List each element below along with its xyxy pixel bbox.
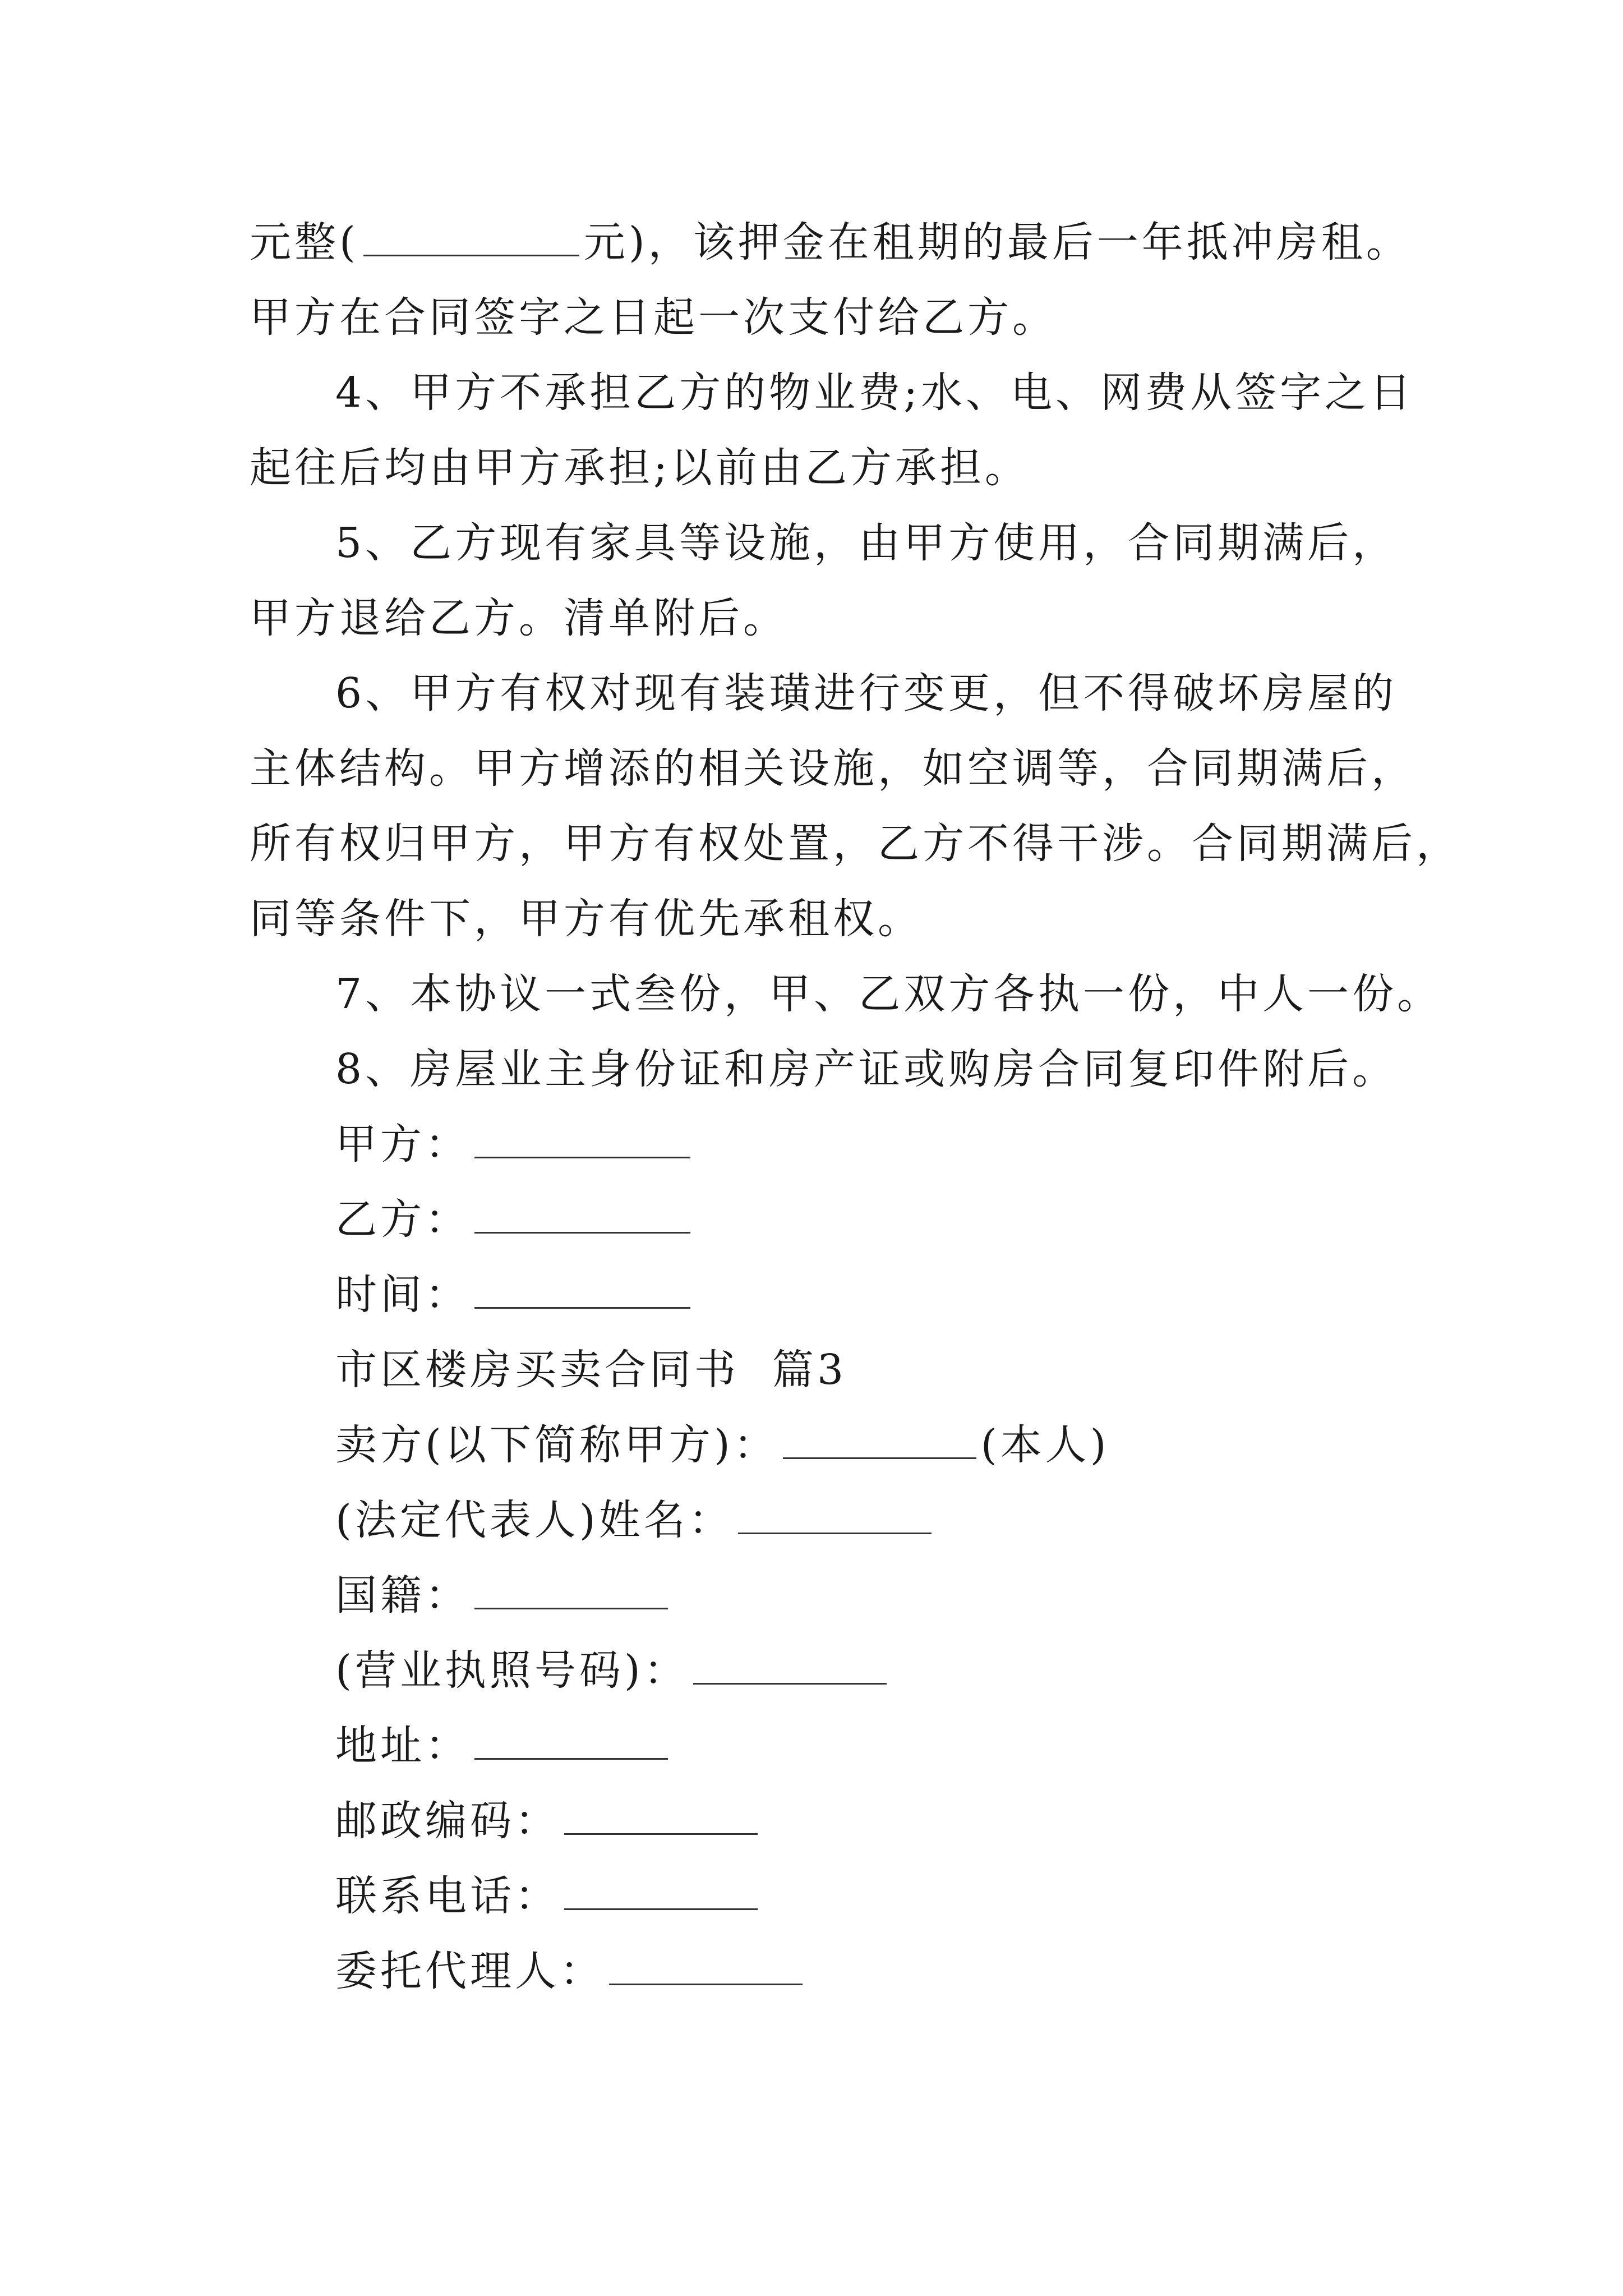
field-blank (783, 1420, 976, 1459)
deposit-line (250, 214, 1411, 270)
clause-5-line: 5、乙方现有家具等设施，由甲方使用，合同期满后， (335, 519, 1398, 567)
field-license-number (335, 1642, 891, 1699)
clause-8-line: 8、房屋业主身份证和房产证或购房合同复印件附后。 (335, 1045, 1398, 1093)
field-label: (营业执照号码)： (335, 1646, 689, 1695)
signature-blank (474, 1120, 690, 1158)
signature-party-a (335, 1116, 695, 1172)
field-label: 地址： (335, 1722, 470, 1770)
text-fragment: 元整( (250, 218, 359, 266)
field-label: 卖方(以下简称甲方)： (335, 1421, 778, 1469)
field-label: 委托代理人： (335, 1947, 605, 1995)
field-address (335, 1718, 672, 1774)
signature-blank (474, 1270, 690, 1309)
clause-6-line: 6、甲方有权对现有装璜进行变更，但不得破坏房屋的 (335, 669, 1398, 717)
paragraph-line: 甲方退给乙方。清单附后。 (250, 594, 788, 642)
field-blank (564, 1871, 758, 1910)
field-blank (474, 1721, 668, 1760)
clause-7-line: 7、本协议一式叁份，甲、乙双方各执一份，中人一份。 (335, 970, 1442, 1018)
signature-blank (474, 1195, 690, 1234)
field-blank (693, 1646, 887, 1685)
paragraph-line: 主体结构。甲方增添的相关设施，如空调等，合同期满后， (250, 744, 1416, 793)
clause-4-line: 4、甲方不承担乙方的物业费;水、电、网费从签字之日 (335, 369, 1415, 417)
field-suffix: (本人) (980, 1421, 1110, 1469)
field-label: 邮政编码： (335, 1797, 560, 1845)
field-blank (474, 1571, 668, 1609)
field-phone (335, 1868, 762, 1924)
field-postal-code (335, 1793, 762, 1849)
paragraph-line: 所有权归甲方，甲方有权处置，乙方不得干涉。合同期满后， (250, 820, 1461, 868)
field-nationality (335, 1567, 672, 1623)
signature-label: 乙方： (335, 1195, 470, 1244)
field-seller (335, 1417, 1110, 1473)
signature-party-b (335, 1191, 695, 1248)
field-label: (法定代表人)姓名： (335, 1496, 734, 1544)
field-blank (609, 1947, 803, 1985)
paragraph-line: 同等条件下，甲方有优先承租权。 (250, 895, 923, 943)
blank-underline (363, 218, 579, 256)
field-agent (335, 1943, 807, 1999)
text-fragment: 元)，该押金在租期的最后一年抵冲房租。 (583, 218, 1411, 266)
field-blank (738, 1496, 932, 1534)
signature-label: 甲方： (335, 1120, 470, 1168)
field-blank (564, 1796, 758, 1835)
field-label: 联系电话： (335, 1872, 560, 1920)
field-label: 国籍： (335, 1571, 470, 1619)
field-legal-rep (335, 1492, 936, 1548)
paragraph-line: 起往后均由甲方承担;以前由乙方承担。 (250, 444, 1030, 492)
paragraph-line: 甲方在合同签字之日起一次支付给乙方。 (250, 293, 1057, 342)
section-title: 市区楼房买卖合同书 篇3 (335, 1346, 847, 1394)
signature-date (335, 1267, 695, 1323)
signature-label: 时间： (335, 1271, 470, 1319)
